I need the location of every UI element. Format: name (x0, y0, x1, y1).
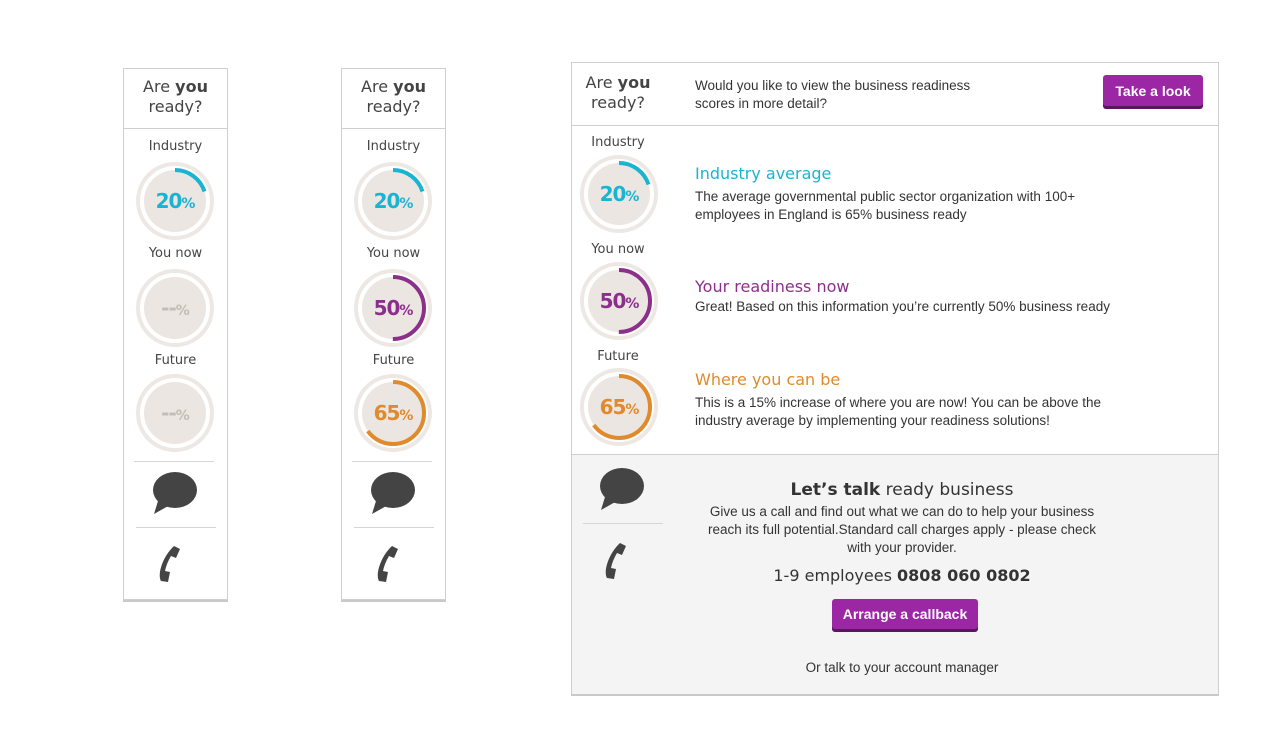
gauge-unit: % (399, 196, 413, 212)
readiness-panel-filled (341, 68, 446, 600)
divider (354, 527, 434, 528)
gauge-value (135, 161, 215, 241)
future-gauge (135, 373, 215, 453)
readiness-now-title: Your readiness now (695, 277, 850, 296)
future-label: Future (154, 353, 197, 368)
phone-number[interactable]: 0808 060 0802 (897, 566, 1031, 585)
divider (136, 527, 216, 528)
industry-label: Industry (366, 139, 421, 154)
gauge-value (135, 373, 215, 453)
gauge-value (353, 161, 433, 241)
gauge-unit: % (625, 189, 639, 205)
gauge-unit: % (399, 408, 413, 424)
industry-label: Industry (148, 139, 203, 154)
employees-label: 1-9 employees (773, 566, 897, 585)
title-text: Are (143, 77, 176, 96)
you-now-gauge (135, 268, 215, 348)
industry-label: Industry (591, 135, 645, 150)
gauge-value (353, 268, 433, 348)
gauge-number: 65 (599, 395, 626, 419)
you-now-gauge (353, 268, 433, 348)
industry-gauge (135, 161, 215, 241)
gauge-unit: % (181, 196, 195, 212)
detail-question: Would you like to view the business readiness scores in more detail? (695, 78, 971, 111)
gauge-unit: % (625, 296, 639, 312)
take-a-look-button[interactable]: Take a look (1103, 75, 1203, 106)
phone-handset-icon[interactable] (372, 544, 404, 589)
you-now-label: You now (148, 246, 203, 261)
panel-title (572, 73, 664, 113)
readiness-panel-empty (123, 68, 228, 600)
chat-bubble-icon[interactable] (599, 467, 645, 516)
title-text: Are (361, 77, 394, 96)
you-now-label: You now (366, 246, 421, 261)
gauge-number: 20 (373, 189, 400, 213)
you-now-label: You now (591, 242, 645, 257)
gauge-number: -- (161, 296, 176, 320)
future-gauge (353, 373, 433, 453)
phone-handset-icon[interactable] (154, 544, 186, 589)
title-text-2: ready? (366, 97, 421, 116)
gauge-value (579, 154, 659, 234)
industry-average-title: Industry average (695, 164, 832, 183)
title-bold: you (175, 77, 208, 96)
future-gauge (579, 367, 659, 447)
industry-average-desc: The average governmental public sector organization with 100+ employees in England is 65% business ready (695, 189, 1076, 222)
gauge-value (579, 367, 659, 447)
lets-talk-rest: ready business (880, 480, 1014, 500)
gauge-unit: % (175, 408, 189, 424)
divider (352, 461, 432, 462)
gauge-value (579, 261, 659, 341)
gauge-number: 50 (599, 289, 626, 313)
you-now-gauge (579, 261, 659, 341)
industry-gauge (579, 154, 659, 234)
title-text-2: ready? (148, 97, 203, 116)
contact-section (572, 454, 1218, 694)
where-you-can-be-title: Where you can be (695, 370, 841, 389)
detail-header (572, 63, 1218, 126)
chat-bubble-icon[interactable] (370, 471, 416, 520)
gauge-unit: % (175, 303, 189, 319)
readiness-now-desc: Great! Based on this information you’re currently 50% business ready (695, 299, 1110, 314)
arrange-callback-button[interactable]: Arrange a callback (832, 599, 978, 629)
gauge-number: 50 (373, 296, 400, 320)
gauge-number: -- (161, 401, 176, 425)
lets-talk-bold: Let’s talk (790, 480, 881, 500)
lets-talk-heading (702, 480, 1102, 500)
readiness-detail-panel (571, 62, 1219, 694)
future-label: Future (372, 353, 415, 368)
gauge-value (353, 373, 433, 453)
title-text-2: ready? (591, 93, 645, 112)
industry-gauge (353, 161, 433, 241)
gauge-value (135, 268, 215, 348)
account-manager-link[interactable]: Or talk to your account manager (805, 660, 999, 675)
chat-bubble-icon[interactable] (152, 471, 198, 520)
future-label: Future (597, 349, 639, 364)
divider (134, 461, 214, 462)
gauge-unit: % (399, 303, 413, 319)
panel-title (124, 69, 227, 129)
where-you-can-be-desc: This is a 15% increase of where you are now! You can be above the industry average by implementing your readiness solutions! (695, 395, 1102, 428)
gauge-number: 20 (155, 189, 182, 213)
phone-line (702, 566, 1102, 585)
title-text: Are (585, 73, 618, 92)
phone-handset-icon[interactable] (600, 541, 632, 586)
gauge-number: 20 (599, 182, 626, 206)
gauge-number: 65 (373, 401, 400, 425)
contact-body: Give us a call and find out what we can do to help your business reach its full potential.Standard call charges apply - please check with your provider. (708, 504, 1096, 555)
title-bold: you (617, 73, 651, 92)
panel-title (342, 69, 445, 129)
title-bold: you (393, 77, 426, 96)
gauge-unit: % (625, 402, 639, 418)
divider (583, 523, 663, 524)
